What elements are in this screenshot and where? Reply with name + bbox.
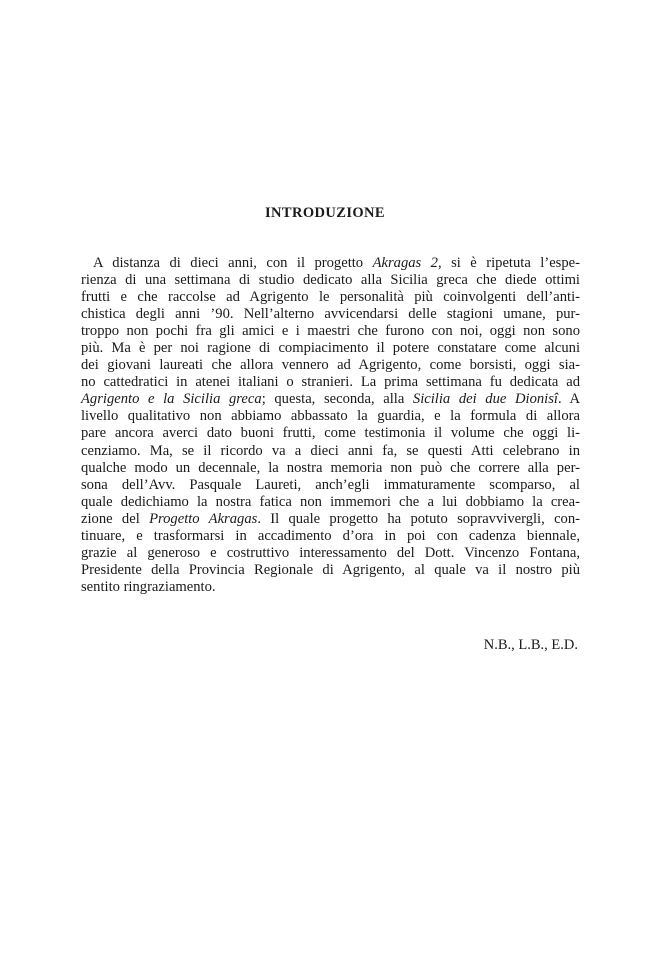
text-line	[81, 374, 580, 391]
text-line	[81, 289, 580, 306]
text-line	[81, 306, 580, 323]
text-segment: . Il quale progetto ha potuto sopravvivergli, con-	[257, 510, 581, 527]
authors-signature: N.B., L.B., E.D.	[483, 637, 578, 653]
text-line	[81, 460, 580, 477]
text-segment: frutti e che raccolse ad Agrigento le personalità più coinvolgenti dell’anti-	[81, 289, 580, 306]
text-line	[81, 477, 580, 494]
text-segment: qualche modo un decennale, la nostra memoria non può che correre alla per-	[81, 459, 580, 476]
text-segment: livello qualitativo non abbiamo abbassato la guardia, e la formula di allora	[81, 408, 580, 425]
text-line	[81, 408, 580, 425]
text-segment: quale dedichiamo la nostra fatica non immemori che a lui dobbiamo la crea-	[81, 493, 580, 510]
text-segment: rienza di una settimana di studio dedicato alla Sicilia greca che diede ottimi	[81, 272, 580, 289]
text-line	[81, 340, 580, 357]
text-line	[81, 425, 580, 442]
text-segment: zione del	[81, 510, 150, 527]
text-segment: cenziamo. Ma, se il ricordo va a dieci anni fa, se questi Atti celebrano in	[81, 442, 580, 459]
text-line	[81, 579, 580, 596]
text-segment: tinuare, e trasformarsi in accadimento d’ora in poi con cadenza biennale,	[81, 527, 580, 544]
italic-text: Akragas 2	[372, 255, 438, 271]
text-segment: ; questa, seconda, alla	[261, 391, 413, 408]
text-segment: Presidente della Provincia Regionale di Agrigento, al quale va il nostro più	[81, 561, 580, 578]
text-segment: no cattedratici in atenei italiani o stranieri. La prima settimana fu dedicata ad	[81, 374, 580, 391]
italic-text: Sicilia dei due Dionisî	[412, 391, 558, 408]
text-segment: grazie al generoso e costruttivo interessamento del Dott. Vincenzo Fontana,	[81, 544, 580, 561]
italic-text: Progetto Akragas	[149, 510, 258, 527]
text-line	[81, 511, 580, 528]
text-line	[81, 528, 580, 545]
text-segment: più. Ma è per noi ragione di compiacimento il potere constatare come alcuni	[81, 340, 580, 357]
text-segment: A distanza di dieci anni, con il progetto	[93, 255, 373, 271]
text-line	[81, 357, 580, 374]
text-line	[81, 494, 580, 511]
text-segment: pare ancora averci dato buoni frutti, come testimonia il volume che oggi li-	[81, 425, 580, 442]
text-line	[81, 272, 580, 289]
text-segment: chistica degli anni ’90. Nell’alterno avvicendarsi delle stagioni umane, pur-	[81, 306, 580, 323]
text-line	[81, 562, 580, 579]
text-line	[81, 391, 580, 408]
text-segment: , si è ripetuta l’espe-	[437, 255, 580, 271]
page-title: INTRODUZIONE	[264, 205, 385, 221]
text-line	[81, 323, 580, 340]
text-line	[81, 443, 580, 460]
text-line	[81, 545, 580, 562]
introduction-paragraph	[81, 255, 580, 596]
text-segment: dei giovani laureati che allora vennero ad Agrigento, come borsisti, oggi sia-	[81, 357, 580, 374]
text-segment: sentito ringraziamento.	[81, 578, 216, 595]
text-line	[81, 255, 580, 272]
text-segment: troppo non pochi fra gli amici e i maestri che furono con noi, oggi non sono	[81, 323, 580, 340]
text-segment: . A	[557, 391, 580, 408]
italic-text: Agrigento e la Sicilia greca	[81, 391, 262, 408]
text-segment: sona dell’Avv. Pasquale Laureti, anch’egli immaturamente scomparso, al	[81, 476, 580, 493]
